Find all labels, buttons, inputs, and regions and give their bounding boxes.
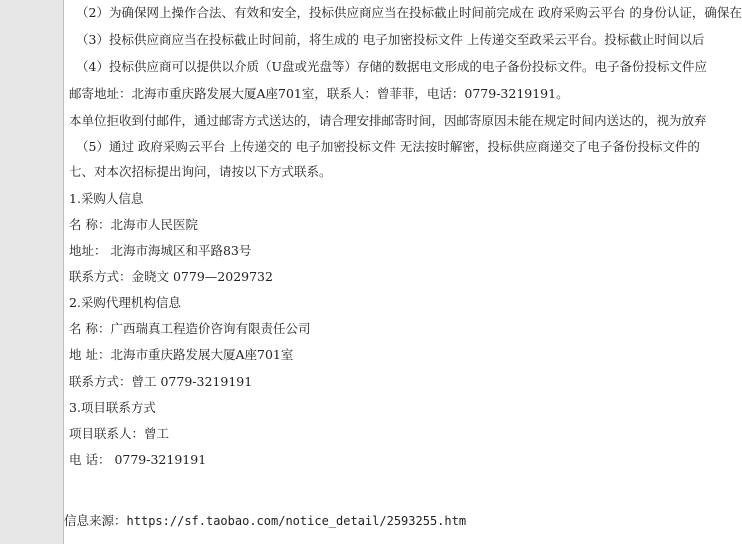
left-gutter — [0, 0, 64, 544]
subsection-heading: 3.项目联系方式 — [69, 400, 156, 415]
source-link[interactable]: https://sf.taobao.com/notice_detail/2593255.htm — [126, 514, 467, 528]
project-contact-phone: 电 话： 0779-3219191 — [69, 452, 207, 467]
agency-address: 地 址：北海市重庆路发展大厦A座701室 — [69, 347, 294, 362]
paragraph-line: （2）为确保网上操作合法、有效和安全，投标供应商应当在投标截止时间前完成在 政府采购云平台 的身份认证，确保在 — [76, 5, 742, 20]
paragraph-line: （4）投标供应商可以提供以介质（U盘或光盘等）存储的数据电文形成的电子备份投标文件。电子备份投标文件应 — [76, 59, 707, 74]
subsection-heading: 1.采购人信息 — [69, 191, 144, 206]
agency-contact: 联系方式：曾工 0779-3219191 — [69, 374, 253, 389]
project-contact-person: 项目联系人：曾工 — [69, 426, 170, 441]
subsection-heading: 2.采购代理机构信息 — [69, 295, 181, 310]
paragraph-line: （5）通过 政府采购云平台 上传递交的 电子加密投标文件 无法按时解密，投标供应商递交了电子备份投标文件的 — [76, 139, 700, 154]
source-label: 信息来源： — [64, 513, 127, 528]
paragraph-line: 本单位拒收到付邮件，通过邮寄方式送达的，请合理安排邮寄时间，因邮寄原因未能在规定时间内送达的，视为放弃 — [69, 113, 707, 128]
section-heading: 七、对本次招标提出询问，请按以下方式联系。 — [69, 164, 332, 179]
paragraph-line: （3）投标供应商应当在投标截止时间前，将生成的 电子加密投标文件 上传递交至政采云平台。投标截止时间以后 — [76, 32, 705, 47]
document-content — [64, 0, 742, 544]
purchaser-contact: 联系方式：金晓文 0779—2029732 — [69, 269, 273, 284]
source-line — [64, 513, 466, 529]
purchaser-name: 名 称：北海市人民医院 — [69, 217, 198, 232]
agency-name: 名 称：广西瑞真工程造价咨询有限责任公司 — [69, 321, 311, 336]
mailing-address-line: 邮寄地址：北海市重庆路发展大厦A座701室，联系人：曾菲菲，电话：0779-3219191。 — [69, 86, 569, 101]
purchaser-address: 地址： 北海市海城区和平路83号 — [69, 243, 252, 258]
